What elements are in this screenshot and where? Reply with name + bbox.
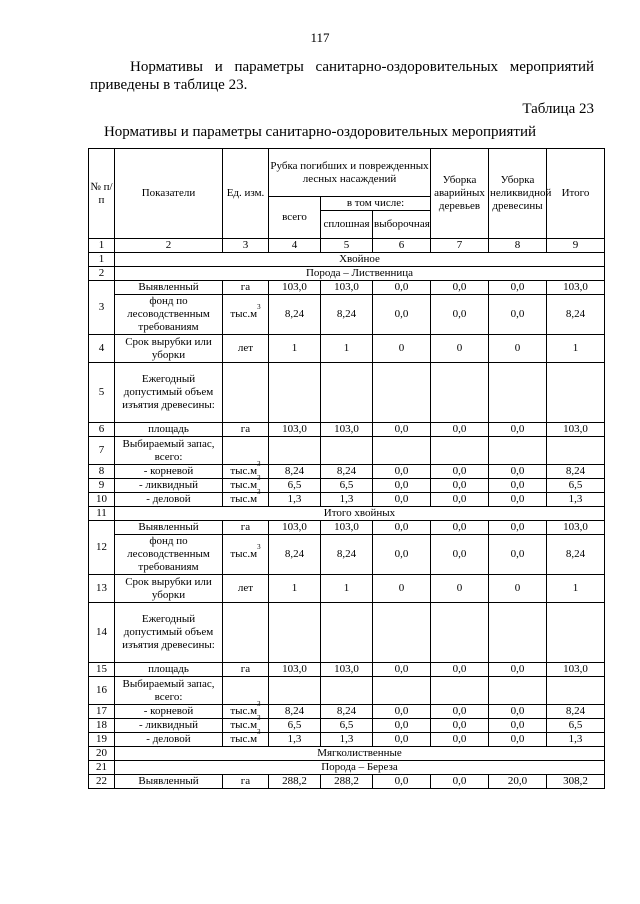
- norms-table: [88, 148, 605, 789]
- row-number: 20: [89, 747, 115, 761]
- header-selective: выборочная: [373, 211, 431, 239]
- header-including: в том числе:: [321, 197, 431, 211]
- cell-value: 0: [431, 575, 489, 603]
- row-number: 8: [89, 465, 115, 479]
- cell-value: 103,0: [547, 423, 605, 437]
- cell-value: 103,0: [321, 663, 373, 677]
- row-number: 15: [89, 663, 115, 677]
- cell-value: 6,5: [269, 479, 321, 493]
- table-row: [89, 535, 605, 575]
- cell-value: 0: [373, 575, 431, 603]
- row-label: Выявленный: [115, 521, 223, 535]
- cell-value: 308,2: [547, 775, 605, 789]
- cell-value: 0: [489, 575, 547, 603]
- row-label: Срок вырубки или уборки: [115, 335, 223, 363]
- row-number: 14: [89, 603, 115, 663]
- table-row: [89, 521, 605, 535]
- empty-cell: [489, 363, 547, 423]
- empty-cell: [431, 363, 489, 423]
- row-number: 13: [89, 575, 115, 603]
- table-row: [89, 775, 605, 789]
- cell-value: 0: [431, 335, 489, 363]
- section-title: Итого хвойных: [115, 507, 605, 521]
- col-number: 3: [223, 239, 269, 253]
- table-row: [89, 295, 605, 335]
- table-row: [89, 363, 605, 423]
- row-unit: [223, 728, 269, 747]
- cell-value: 0,0: [489, 719, 547, 733]
- row-number: 6: [89, 423, 115, 437]
- row-unit: лет: [223, 335, 269, 363]
- row-number: 21: [89, 761, 115, 775]
- empty-cell: [431, 603, 489, 663]
- row-unit: [223, 488, 269, 507]
- cell-value: 20,0: [489, 775, 547, 789]
- table-row: [89, 705, 605, 719]
- row-unit: га: [223, 775, 269, 789]
- cell-value: 103,0: [547, 281, 605, 295]
- row-label: Выявленный: [115, 281, 223, 295]
- empty-cell: [269, 437, 321, 465]
- table-title: Нормативы и параметры санитарно-оздоровительных мероприятий: [103, 124, 537, 140]
- unit-superscript: 3: [257, 303, 261, 311]
- cell-value: 0,0: [431, 281, 489, 295]
- cell-value: 0,0: [431, 493, 489, 507]
- cell-value: 1: [547, 335, 605, 363]
- cell-value: 1: [269, 575, 321, 603]
- table-row: [89, 677, 605, 705]
- row-label: - корневой: [115, 705, 223, 719]
- cell-value: 8,24: [269, 465, 321, 479]
- table-label: Таблица 23: [522, 101, 594, 117]
- row-label: Выбираемый запас, всего:: [115, 677, 223, 705]
- row-unit: га: [223, 521, 269, 535]
- cell-value: 0,0: [373, 423, 431, 437]
- cell-value: 1: [269, 335, 321, 363]
- cell-value: 8,24: [547, 705, 605, 719]
- table-row: [89, 575, 605, 603]
- cell-value: 1,3: [321, 493, 373, 507]
- cell-value: 103,0: [269, 521, 321, 535]
- cell-value: 288,2: [269, 775, 321, 789]
- row-label: - деловой: [115, 493, 223, 507]
- table-row: [89, 437, 605, 465]
- cell-value: 1,3: [269, 493, 321, 507]
- header-felling: Рубка погибших и поврежденных лесных насаждений: [269, 149, 431, 197]
- table-row: [89, 479, 605, 493]
- cell-value: 103,0: [269, 663, 321, 677]
- unit-superscript: 3: [257, 543, 261, 551]
- unit-superscript: 3: [257, 714, 261, 722]
- cell-value: 0,0: [431, 295, 489, 335]
- row-unit: [223, 535, 269, 575]
- row-number: 16: [89, 677, 115, 705]
- section-title: Хвойное: [115, 253, 605, 267]
- row-label: фонд по лесоводственным требованиям: [115, 295, 223, 335]
- unit-superscript: 3: [257, 700, 261, 708]
- cell-value: 1: [321, 335, 373, 363]
- header-itogo: Итого: [547, 149, 605, 239]
- cell-value: 0,0: [489, 295, 547, 335]
- section-title: Порода – Береза: [115, 761, 605, 775]
- page-number: 117: [310, 30, 330, 45]
- intro-paragraph: Нормативы и параметры санитарно-оздоровительных мероприятий приведены в таблице 23.: [90, 59, 594, 93]
- cell-value: 0,0: [431, 423, 489, 437]
- table-row: [89, 663, 605, 677]
- cell-value: 0,0: [373, 295, 431, 335]
- cell-value: 8,24: [321, 295, 373, 335]
- cell-value: 0,0: [431, 719, 489, 733]
- empty-cell: [321, 677, 373, 705]
- cell-value: 0,0: [431, 521, 489, 535]
- row-label: площадь: [115, 663, 223, 677]
- row-unit: [223, 714, 269, 733]
- row-number: 1: [89, 253, 115, 267]
- cell-value: 0,0: [489, 521, 547, 535]
- table-row: [89, 335, 605, 363]
- row-unit: га: [223, 663, 269, 677]
- header-total-all: всего: [269, 197, 321, 239]
- cell-value: 6,5: [547, 479, 605, 493]
- cell-value: 8,24: [321, 465, 373, 479]
- cell-value: 0,0: [489, 733, 547, 747]
- empty-cell: [223, 437, 269, 465]
- cell-value: 103,0: [547, 521, 605, 535]
- cell-value: 6,5: [269, 719, 321, 733]
- header-clear: сплошная: [321, 211, 373, 239]
- unit-superscript: 3: [257, 460, 261, 468]
- cell-value: 0,0: [489, 479, 547, 493]
- empty-cell: [489, 603, 547, 663]
- section-title: Порода – Лиственница: [115, 267, 605, 281]
- cell-value: 8,24: [547, 295, 605, 335]
- cell-value: 0: [489, 335, 547, 363]
- unit-text: тыс.м: [230, 719, 258, 731]
- col-number: 1: [89, 239, 115, 253]
- row-label: - деловой: [115, 733, 223, 747]
- table-row: [89, 493, 605, 507]
- empty-cell: [547, 677, 605, 705]
- col-number: 7: [431, 239, 489, 253]
- row-unit: га: [223, 281, 269, 295]
- row-unit: [223, 700, 269, 719]
- row-label: площадь: [115, 423, 223, 437]
- unit-text: тыс.м: [230, 308, 258, 320]
- unit-text: тыс.м: [230, 733, 258, 745]
- cell-value: 0,0: [373, 663, 431, 677]
- row-label: Выбираемый запас, всего:: [115, 437, 223, 465]
- unit-superscript: 3: [257, 488, 261, 496]
- row-unit: лет: [223, 575, 269, 603]
- cell-value: 8,24: [269, 535, 321, 575]
- col-number: 9: [547, 239, 605, 253]
- cell-value: 288,2: [321, 775, 373, 789]
- empty-cell: [321, 437, 373, 465]
- row-label: - ликвидный: [115, 719, 223, 733]
- column-number-row: [89, 239, 605, 253]
- empty-cell: [547, 437, 605, 465]
- col-number: 5: [321, 239, 373, 253]
- cell-value: 0,0: [373, 535, 431, 575]
- cell-value: 0,0: [431, 705, 489, 719]
- row-number: 4: [89, 335, 115, 363]
- empty-cell: [223, 677, 269, 705]
- empty-cell: [489, 437, 547, 465]
- cell-value: 0,0: [373, 733, 431, 747]
- cell-value: 1,3: [321, 733, 373, 747]
- row-number: 18: [89, 719, 115, 733]
- block-conifer-total: [89, 521, 605, 747]
- cell-value: 8,24: [321, 535, 373, 575]
- cell-value: 0,0: [373, 775, 431, 789]
- col-number: 4: [269, 239, 321, 253]
- cell-value: 0,0: [431, 733, 489, 747]
- empty-cell: [223, 363, 269, 423]
- empty-cell: [431, 677, 489, 705]
- col-number: 8: [489, 239, 547, 253]
- cell-value: 0,0: [489, 493, 547, 507]
- row-label: Выявленный: [115, 775, 223, 789]
- row-label: - ликвидный: [115, 479, 223, 493]
- row-label: Ежегодный допустимый объем изъятия древесины:: [115, 363, 223, 423]
- cell-value: 0,0: [373, 479, 431, 493]
- empty-cell: [373, 437, 431, 465]
- cell-value: 8,24: [269, 295, 321, 335]
- empty-cell: [321, 603, 373, 663]
- section-row: [89, 761, 605, 775]
- cell-value: 0,0: [431, 663, 489, 677]
- empty-cell: [269, 603, 321, 663]
- block-larch: [89, 281, 605, 507]
- empty-cell: [269, 677, 321, 705]
- row-number: 12: [89, 521, 115, 575]
- row-label: - корневой: [115, 465, 223, 479]
- table-row: [89, 733, 605, 747]
- cell-value: 6,5: [321, 479, 373, 493]
- empty-cell: [321, 363, 373, 423]
- cell-value: 1: [547, 575, 605, 603]
- table-row: [89, 423, 605, 437]
- unit-superscript: 3: [257, 728, 261, 736]
- table-row: [89, 465, 605, 479]
- empty-cell: [373, 603, 431, 663]
- cell-value: 1,3: [269, 733, 321, 747]
- cell-value: 0: [373, 335, 431, 363]
- cell-value: 0,0: [489, 705, 547, 719]
- cell-value: 8,24: [321, 705, 373, 719]
- row-unit: [223, 474, 269, 493]
- table-row: [89, 719, 605, 733]
- cell-value: 103,0: [321, 423, 373, 437]
- table-row: [89, 281, 605, 295]
- cell-value: 0,0: [431, 465, 489, 479]
- empty-cell: [269, 363, 321, 423]
- row-unit: [223, 460, 269, 479]
- cell-value: 0,0: [431, 535, 489, 575]
- cell-value: 103,0: [321, 281, 373, 295]
- cell-value: 6,5: [547, 719, 605, 733]
- empty-cell: [431, 437, 489, 465]
- cell-value: 0,0: [373, 465, 431, 479]
- empty-cell: [373, 677, 431, 705]
- cell-value: 1,3: [547, 733, 605, 747]
- unit-text: тыс.м: [230, 548, 258, 560]
- cell-value: 6,5: [321, 719, 373, 733]
- empty-cell: [489, 677, 547, 705]
- row-number: 10: [89, 493, 115, 507]
- cell-value: 0,0: [489, 465, 547, 479]
- cell-value: 8,24: [547, 465, 605, 479]
- row-label: фонд по лесоводственным требованиям: [115, 535, 223, 575]
- unit-text: тыс.м: [230, 465, 258, 477]
- header-emergency: Уборка аварийных деревьев: [431, 149, 489, 239]
- table-row: [89, 603, 605, 663]
- unit-text: тыс.м: [230, 705, 258, 717]
- cell-value: 103,0: [547, 663, 605, 677]
- cell-value: 0,0: [489, 663, 547, 677]
- col-number: 2: [115, 239, 223, 253]
- header-num: № п/п: [89, 149, 115, 239]
- row-label: Срок вырубки или уборки: [115, 575, 223, 603]
- section-row: [89, 253, 605, 267]
- cell-value: 103,0: [269, 281, 321, 295]
- header-indicator: Показатели: [115, 149, 223, 239]
- cell-value: 103,0: [321, 521, 373, 535]
- cell-value: 8,24: [547, 535, 605, 575]
- cell-value: 0,0: [373, 705, 431, 719]
- cell-value: 0,0: [431, 775, 489, 789]
- cell-value: 1,3: [547, 493, 605, 507]
- section-row: [89, 507, 605, 521]
- row-number: 19: [89, 733, 115, 747]
- cell-value: 0,0: [373, 493, 431, 507]
- header-row-1: [89, 149, 605, 197]
- cell-value: 0,0: [373, 719, 431, 733]
- row-number: 5: [89, 363, 115, 423]
- row-unit: га: [223, 423, 269, 437]
- empty-cell: [547, 603, 605, 663]
- cell-value: 1: [321, 575, 373, 603]
- cell-value: 0,0: [431, 479, 489, 493]
- row-number: 3: [89, 281, 115, 335]
- row-number: 2: [89, 267, 115, 281]
- row-number: 11: [89, 507, 115, 521]
- cell-value: 0,0: [373, 521, 431, 535]
- row-number: 9: [89, 479, 115, 493]
- cell-value: 103,0: [269, 423, 321, 437]
- empty-cell: [373, 363, 431, 423]
- section-row: [89, 267, 605, 281]
- col-number: 6: [373, 239, 431, 253]
- row-number: 17: [89, 705, 115, 719]
- unit-text: тыс.м: [230, 479, 258, 491]
- row-label: Ежегодный допустимый объем изъятия древесины:: [115, 603, 223, 663]
- cell-value: 0,0: [373, 281, 431, 295]
- cell-value: 0,0: [489, 535, 547, 575]
- header-unit: Ед. изм.: [223, 149, 269, 239]
- row-number: 22: [89, 775, 115, 789]
- row-unit: [223, 295, 269, 335]
- cell-value: 0,0: [489, 281, 547, 295]
- row-number: 7: [89, 437, 115, 465]
- cell-value: 8,24: [269, 705, 321, 719]
- empty-cell: [547, 363, 605, 423]
- header-illiquid: Уборка неликвидной древесины: [489, 149, 547, 239]
- cell-value: 0,0: [489, 423, 547, 437]
- section-row: [89, 747, 605, 761]
- unit-superscript: 3: [257, 474, 261, 482]
- section-title: Мягколиственные: [115, 747, 605, 761]
- empty-cell: [223, 603, 269, 663]
- unit-text: тыс.м: [230, 493, 258, 505]
